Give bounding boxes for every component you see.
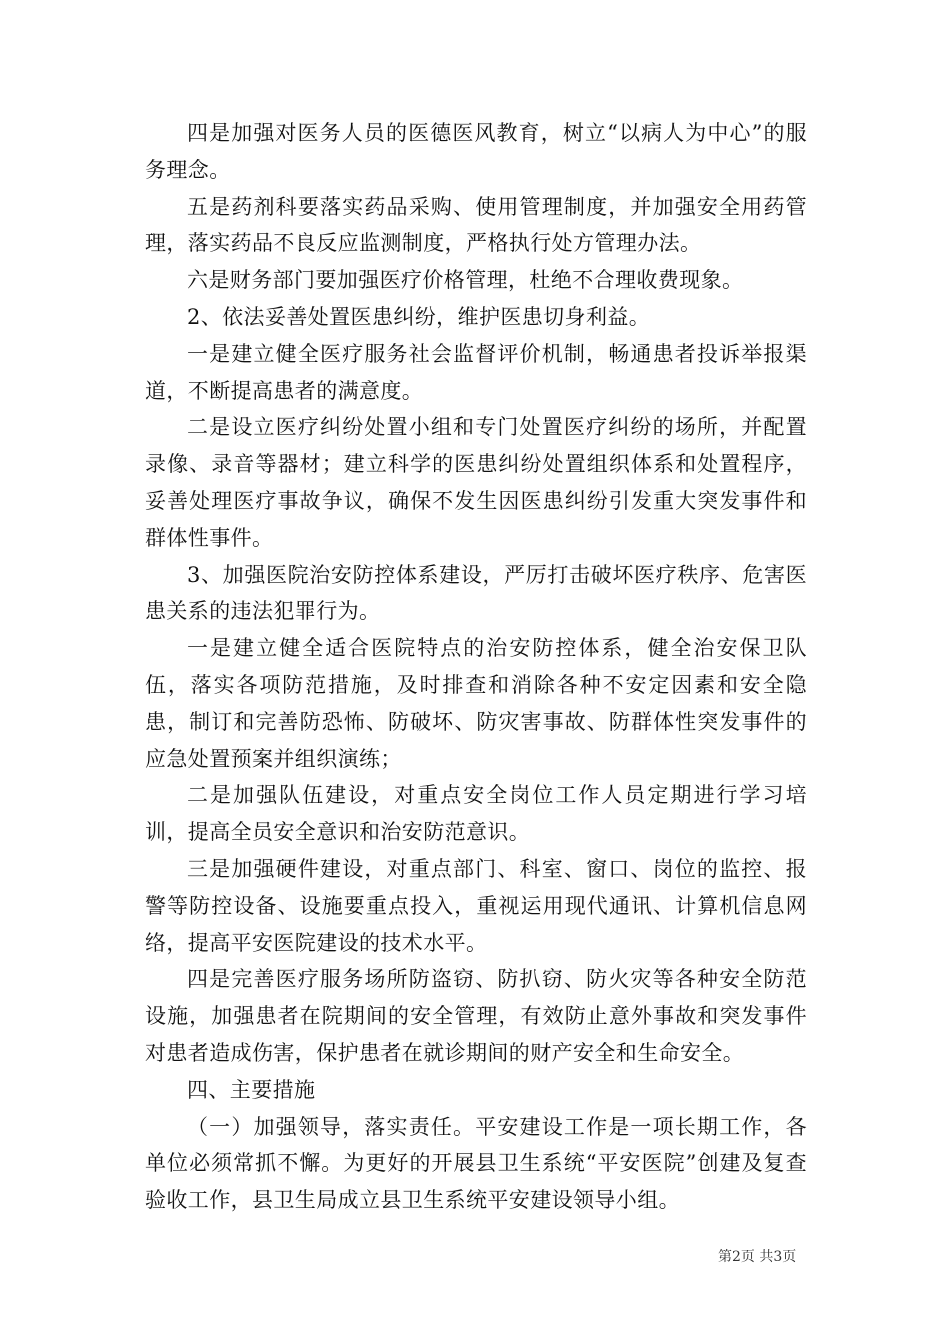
section-heading: 四、主要措施	[187, 1077, 316, 1102]
page-number: 第2页 共3页	[718, 1249, 797, 1265]
paragraph: 一是建立健全医疗服务社会监督评价机制，畅通患者投诉举报渠道，不断提高患者的满意度。	[145, 341, 807, 403]
paragraph: 2、依法妥善处置医患纠纷，维护医患切身利益。	[187, 304, 651, 329]
paragraph: 二是设立医疗纠纷处置小组和专门处置医疗纠纷的场所，并配置录像、录音等器材；建立科学的医患纠纷处置组织体系和处置程序，妥善处理医疗事故争议，确保不发生因医患纠纷引发重大突发事件和群体性事件。	[145, 415, 807, 550]
paragraph: 六是财务部门要加强医疗价格管理，杜绝不合理收费现象。	[187, 268, 744, 293]
document-body	[145, 115, 807, 1219]
paragraph: 一是建立健全适合医院特点的治安防控体系，健全治安保卫队伍，落实各项防范措施，及时排查和消除各种不安定因素和安全隐患，制订和完善防恐怖、防破坏、防灾害事故、防群体性突发事件的应急处置预案并组织演练；	[145, 636, 807, 771]
paragraph: （一）加强领导，落实责任。平安建设工作是一项长期工作，各单位必须常抓不懈。为更好的开展县卫生系统“平安医院”创建及复查验收工作，县卫生局成立县卫生系统平安建设领导小组。	[145, 1114, 807, 1213]
paragraph: 四是完善医疗服务场所防盗窃、防扒窃、防火灾等各种安全防范设施，加强患者在院期间的安全管理，有效防止意外事故和突发事件对患者造成伤害，保护患者在就诊期间的财产安全和生命安全。	[145, 967, 807, 1065]
paragraph: 三是加强硬件建设，对重点部门、科室、窗口、岗位的监控、报警等防控设备、设施要重点投入，重视运用现代通讯、计算机信息网络，提高平安医院建设的技术水平。	[145, 856, 807, 955]
paragraph: 五是药剂科要落实药品采购、使用管理制度，并加强安全用药管理，落实药品不良反应监测制度，严格执行处方管理办法。	[145, 194, 807, 256]
paragraph: 3、加强医院治安防控体系建设，严厉打击破坏医疗秩序、危害医患关系的违法犯罪行为。	[145, 562, 807, 624]
paragraph: 四是加强对医务人员的医德医风教育，树立“以病人为中心”的服务理念。	[145, 121, 807, 182]
paragraph: 二是加强队伍建设，对重点安全岗位工作人员定期进行学习培训，提高全员安全意识和治安防范意识。	[145, 783, 807, 845]
